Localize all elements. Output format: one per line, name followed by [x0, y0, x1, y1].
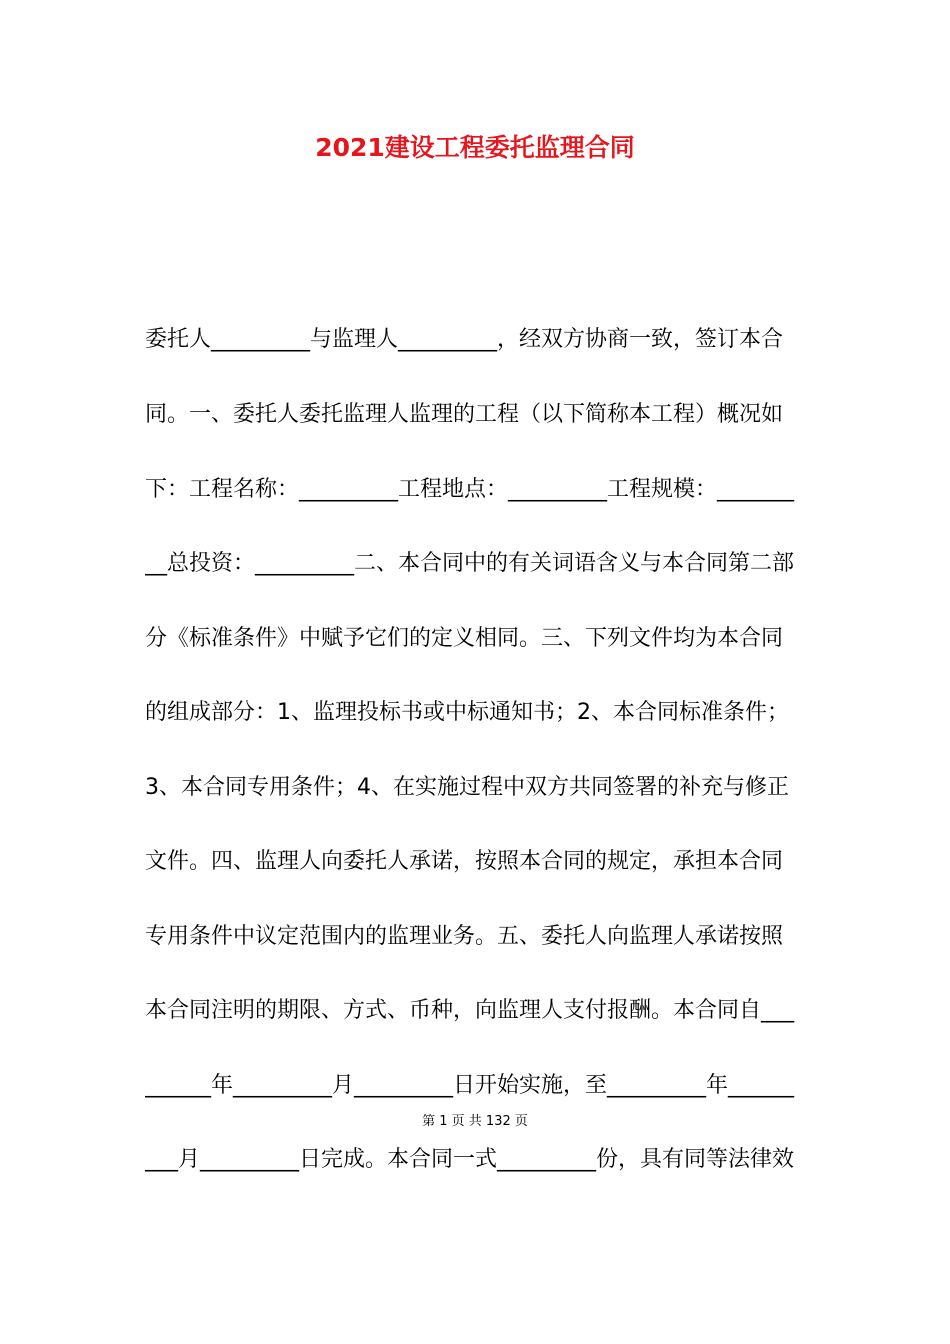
- body-line: 3、本合同专用条件；4、在实施过程中双方共同签署的补充与修正: [145, 775, 789, 800]
- body-line: 文件。四、监理人向委托人承诺，按照本合同的规定，承担本合同: [145, 849, 784, 874]
- page-footer: 第 1 页 共 132 页: [422, 1114, 528, 1129]
- document-title: 2021建设工程委托监理合同: [315, 133, 635, 162]
- body-line: 下：工程名称：_________工程地点：_________工程规模：_______: [145, 477, 795, 502]
- body-line: 同。一、委托人委托监理人监理的工程（以下简称本工程）概况如: [145, 402, 784, 427]
- body-line: 的组成部分：1、监理投标书或中标通知书；2、本合同标准条件；: [145, 700, 789, 725]
- body-line: 委托人_________与监理人_________，经双方协商一致，签订本合: [145, 327, 784, 352]
- body-line: 分《标准条件》中赋予它们的定义相同。三、下列文件均为本合同: [145, 626, 784, 651]
- body-line: __总投资：_________二、本合同中的有关词语含义与本合同第二部: [145, 551, 795, 576]
- body-line: 本合同注明的期限、方式、币种，向监理人支付报酬。本合同自___: [145, 998, 795, 1023]
- body-line: ______年_________月_________日开始实施，至_________年______: [145, 1073, 795, 1098]
- body-line: 专用条件中议定范围内的监理业务。五、委托人向监理人承诺按照: [145, 924, 784, 949]
- body-line: ___月_________日完成。本合同一式_________份，具有同等法律效: [145, 1147, 795, 1172]
